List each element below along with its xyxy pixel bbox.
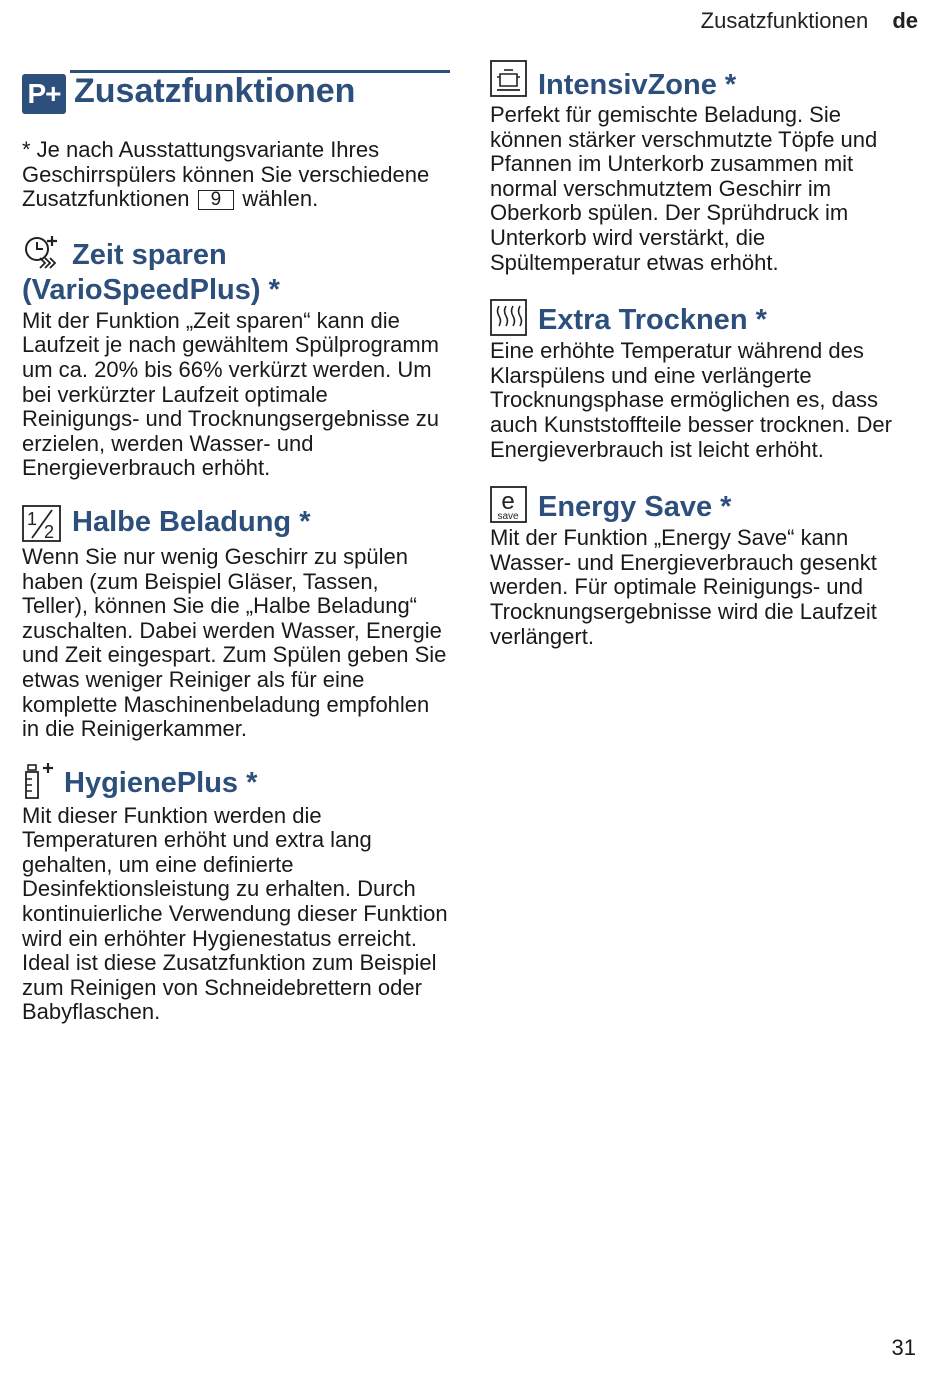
intro-text <box>22 138 450 212</box>
svg-text:2: 2 <box>44 521 55 542</box>
section-title: Extra Trocknen * <box>538 304 767 337</box>
section-heading <box>490 299 918 338</box>
section-halbe-beladung <box>22 505 450 742</box>
page-number: 31 <box>891 1335 916 1360</box>
svg-text:1: 1 <box>27 508 38 529</box>
section-title: Zeit sparen (VarioSpeedPlus) * <box>22 238 280 306</box>
extra-dry-icon <box>490 299 528 337</box>
key-reference-box: 9 <box>198 190 235 210</box>
section-zeit-sparen <box>22 238 450 481</box>
section-body: Wenn Sie nur wenig Geschirr zu spülen haben (zum Beispiel Gläser, Tassen, Teller), können Sie die „Halbe Beladung“ zuschalten. Dabei werden Wasser, Energie und Zeit eingespart. Zum Spülen geben Sie etwas weniger Reiniger als für eine komplette Maschinenbeladung empfohlen in die Reinigerkammer. <box>22 543 447 742</box>
section-body: Perfekt für gemischte Beladung. Sie können stärker verschmutzte Töpfe und Pfannen im Unterkorb zusammen mit normal verschmutztem Geschirr im Oberkorb spülen. Der Sprühdruck im Unterkorb wird verstärkt, die Spültemperatur etwas erhöht. <box>490 102 878 275</box>
intro-after: wählen. <box>242 186 319 212</box>
section-heading <box>490 486 918 525</box>
energy-save-icon <box>490 486 528 524</box>
section-heading <box>22 766 450 801</box>
section-heading <box>22 505 450 540</box>
section-body: Mit der Funktion „Zeit sparen“ kann die Laufzeit je nach gewähltem Spülprogramm um ca. 20% bis 66% verkürzt werden. Um bei verkürzter Laufzeit optimale Reinigungs- und Trocknungsergebnisse zu erzielen, werden Wasser- und Energieverbrauch erhöht. <box>22 307 440 481</box>
section-hygieneplus <box>22 766 450 1025</box>
page-title: Zusatzfunktionen <box>74 72 356 110</box>
svg-text:e: e <box>501 488 515 516</box>
left-column <box>22 68 450 1025</box>
section-title: Halbe Beladung * <box>72 505 311 538</box>
header-section-title: Zusatzfunktionen <box>700 8 869 33</box>
right-column <box>490 60 918 649</box>
section-title: IntensivZone * <box>538 69 737 101</box>
clock-speed-icon <box>22 234 64 274</box>
section-body: Eine erhöhte Temperatur während des Klarspülens und eine verlängerte Trocknungsphase ermöglichen es, dass auch Kunststoffteile besser trocknen. Der Energieverbrauch ist leicht erhöht. <box>490 338 892 462</box>
section-heading <box>490 60 918 103</box>
section-title: HygienePlus * <box>64 766 258 799</box>
section-title: Energy Save * <box>538 491 732 524</box>
section-extra-trocknen <box>490 299 918 462</box>
section-heading <box>22 238 450 308</box>
section-intensivzone <box>490 60 918 275</box>
svg-text:save: save <box>497 511 519 523</box>
main-title-row <box>22 68 450 124</box>
intensive-zone-icon <box>490 60 528 98</box>
section-energy-save <box>490 486 918 649</box>
header-language: de <box>892 8 918 33</box>
hygiene-bottle-icon <box>22 762 58 802</box>
p-plus-icon: P+ <box>22 74 66 114</box>
section-body: Mit dieser Funktion werden die Temperaturen erhöht und extra lang gehalten, um eine definierte Desinfektionsleistung zu erhalten. Durch kontinuierliche Verwendung dieser Funktion wird ein erhöhter Hygienestatus erreicht. Ideal ist diese Zusatzfunktion zum Beispiel zum Reinigen von Schneidebrettern oder Babyflaschen. <box>22 802 448 1025</box>
half-load-icon <box>22 505 62 543</box>
intro-before: * Je nach Ausstattungsvariante Ihres Geschirrspülers können Sie verschiedene Zusatzfunktionen <box>22 137 430 212</box>
page-header <box>701 8 918 34</box>
section-body: Mit der Funktion „Energy Save“ kann Wasser- und Energieverbrauch gesenkt werden. Für optimale Reinigungs- und Trocknungsergebnisse wird die Laufzeit verlängert. <box>490 525 877 649</box>
